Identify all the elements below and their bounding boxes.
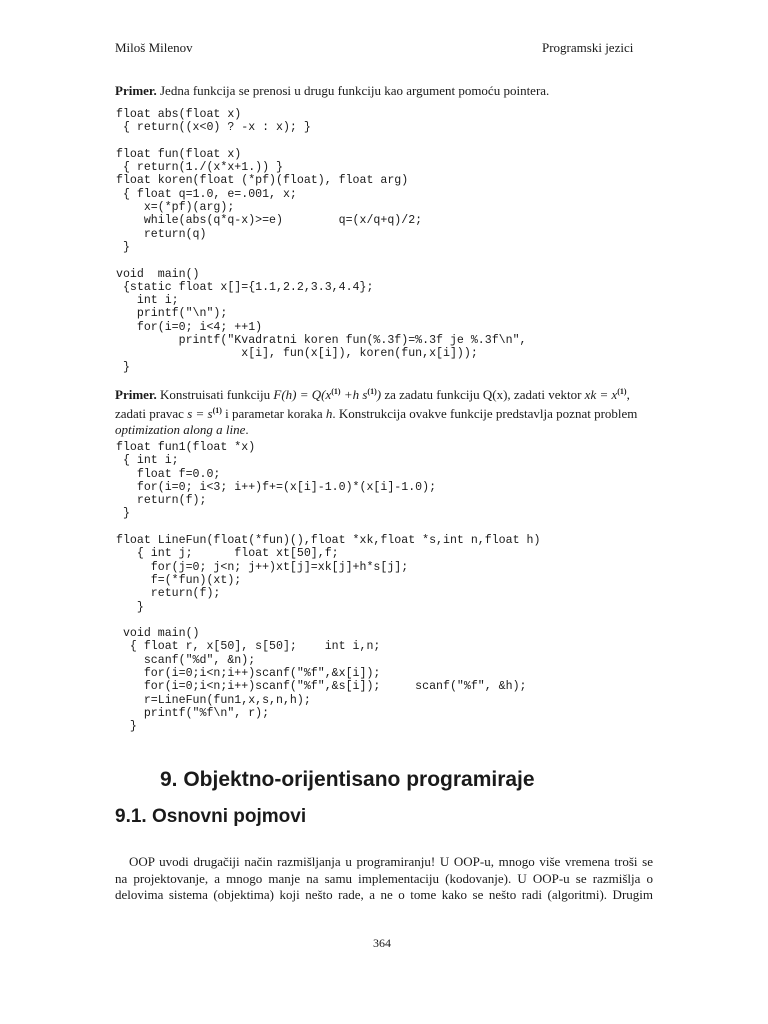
code-block-koren: float abs(float x) { return((x<0) ? -x : x); } float fun(float x) { return(1./(x*x+1.)) } float koren(float (*pf)(float), float arg) { float q=1.0, e=.001, x; x=(*pf)(arg); while(abs(q*q-x)>=e) q=(x/q+q)/2; return(q) } void main() {static float x[]={1.1,2.2,3.3,4.4}; int i; printf("\n"); for(i=0; i<4; ++1) printf("Kvadratni koren fun(%.3f)=%.3f je %.3f\n", x[i], fun(x[i]), koren(fun,x[i])); } — [116, 108, 527, 374]
paragraph-line: OOP uvodi drugačiji način razmišljanja u programiranju! U OOP-u, mnogo više vremena troši se — [129, 854, 653, 869]
section-title: 9. Objektno-orijentisano programiraje — [160, 768, 535, 791]
body-paragraph — [115, 854, 653, 904]
running-header-author: Miloš Milenov — [115, 40, 193, 55]
paragraph-line: na projektovanje, a mnogo manje na samu implementaciju (kodovanje). U OOP-u se razmišlja o — [115, 870, 653, 886]
subsection-title: 9.1. Osnovni pojmovi — [115, 806, 307, 827]
example-label: Primer. — [115, 387, 157, 402]
formula: xk = x — [584, 387, 618, 402]
example-label: Primer. — [115, 83, 157, 98]
problem-name: optimization along a line — [115, 422, 246, 437]
example-1-intro — [115, 83, 652, 99]
formula: F(h) = Q(x — [273, 387, 332, 402]
code-block-linefun: float fun1(float *x) { int i; float f=0.0; for(i=0; i<3; i++)f+=(x[i]-1.0)*(x[i]-1.0); return(f); } float LineFun(float(*fun)(),float *xk,float *s,int n,float h) { int j; float xt[50],f; for(j=0; j<n; j++)xt[j]=xk[j]+h*s[j]; f=(*fun)(xt); return(f); } void main() { float r, x[50], s[50]; int i,n; scanf("%d", &n); for(i=0;i<n;i++)scanf("%f",&x[i]); for(i=0;i<n;i++)scanf("%f",&s[i]); scanf("%f", &h); r=LineFun(fun1,x,s,n,h); printf("%f\n", r); } — [116, 441, 541, 734]
parameter-h: h — [325, 406, 333, 421]
example-1-text: Jedna funkcija se prenosi u drugu funkciju kao argument pomoću pointera. — [156, 83, 550, 98]
formula: s = s — [187, 406, 213, 421]
example-2-intro: Primer. Konstruisati funkciju $F(h) = Q(x^{(1)} +h$ $s^{(1)}$) za zadatu funkciju Q(x), zadati vektor xk = $x^{(1)}$, zadati pravac $s = s^{(1)}$ i parametar koraka h. Konstrukcija ovakve funkcije predstavlja poznat problem optimization along a line. — [115, 387, 638, 437]
paragraph-line: delovima sistema (objektima) koji nešto rade, a ne o tome kako se nešto radi (algoritmi). Drugim — [115, 887, 653, 902]
page-number: 364 — [373, 936, 391, 950]
running-header-book-title: Programski jezici — [542, 40, 634, 55]
